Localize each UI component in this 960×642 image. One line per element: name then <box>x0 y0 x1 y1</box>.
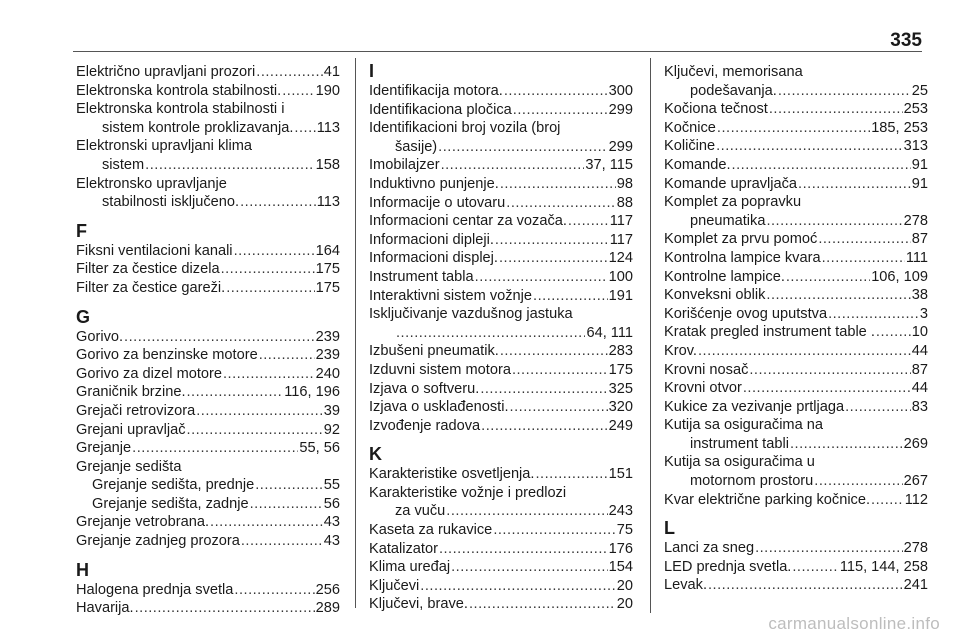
column-divider <box>355 58 356 608</box>
index-term: Grejanje sedišta, zadnje <box>92 495 249 512</box>
leader-dots <box>766 212 902 231</box>
index-entry <box>369 305 633 342</box>
index-term: Informacioni displej. <box>369 250 498 267</box>
page-reference: 154 <box>608 559 633 576</box>
index-term: Havarija. <box>76 600 134 617</box>
index-term: Kontrolne lampice. <box>664 268 785 285</box>
index-term: Komplet za popravku <box>664 194 802 211</box>
index-entry <box>664 379 928 398</box>
index-term: motornom prostoru <box>690 473 814 490</box>
leader-dots <box>441 156 585 175</box>
index-entry <box>76 137 340 174</box>
index-letter-heading: H <box>76 559 89 580</box>
index-term: Katalizator <box>369 540 438 557</box>
page-reference: 278 <box>903 540 928 557</box>
leader-dots <box>698 342 911 361</box>
leader-dots <box>396 324 585 343</box>
page-reference: 113 <box>316 194 340 211</box>
index-term: Krovni otvor <box>664 380 742 397</box>
page-reference: 41 <box>323 64 340 80</box>
index-term: Kočnice <box>664 119 716 136</box>
page-number: 335 <box>890 30 922 51</box>
index-term: Gorivo. <box>76 328 124 345</box>
page-reference: 175 <box>608 361 633 378</box>
index-term: Gorivo za benzinske motore <box>76 347 258 364</box>
index-entry <box>664 119 928 138</box>
index-term: instrument tabli <box>690 435 789 452</box>
leader-dots <box>439 540 608 559</box>
index-entry <box>369 101 633 120</box>
index-term: Isključivanje vazdušnog jastuka <box>369 306 573 323</box>
index-term: LED prednja svetla. <box>664 558 792 575</box>
leader-dots <box>778 82 911 101</box>
leader-dots <box>481 417 607 436</box>
index-entry <box>76 513 340 532</box>
page-reference: 190 <box>315 82 340 99</box>
page-reference: 313 <box>903 138 928 155</box>
leader-dots <box>513 101 608 120</box>
leader-dots <box>294 119 315 138</box>
leader-dots <box>469 595 616 614</box>
index-term: Grejanje sedišta <box>76 458 182 475</box>
leader-dots <box>438 138 607 157</box>
leader-dots <box>259 346 315 365</box>
leader-dots <box>480 380 607 399</box>
index-term: Krov. <box>664 342 697 359</box>
leader-dots <box>495 231 609 250</box>
index-entry <box>369 465 633 484</box>
column-divider <box>650 58 651 613</box>
page-reference: 106, 109 <box>871 268 928 285</box>
index-entry <box>76 383 340 402</box>
index-term: Kočiona tečnost <box>664 101 768 118</box>
index-letter-heading: G <box>76 306 91 327</box>
index-entry <box>76 242 340 261</box>
page-reference: 124 <box>608 250 633 267</box>
page-reference: 64, 111 <box>586 324 633 341</box>
index-entry <box>369 249 633 268</box>
leader-dots <box>500 342 608 361</box>
page-reference: 20 <box>616 577 633 594</box>
page-reference: 112 <box>904 491 928 508</box>
index-term: Kratak pregled instrument table . <box>664 324 875 341</box>
index-term: stabilnosti isključeno. <box>102 194 240 211</box>
page-reference: 87 <box>911 231 928 248</box>
index-entry <box>369 194 633 213</box>
page-reference: 39 <box>323 402 340 419</box>
index-entry <box>664 491 928 510</box>
leader-dots <box>132 439 298 458</box>
page-reference: 256 <box>315 581 340 598</box>
page-reference: 25 <box>911 82 928 99</box>
page-reference: 113 <box>316 119 340 136</box>
leader-dots <box>240 193 316 212</box>
index-entry <box>76 82 340 101</box>
index-entry <box>664 63 928 100</box>
watermark: carmanualsonline.info <box>768 614 940 633</box>
index-term: Elektronska kontrola stabilnosti. <box>76 82 282 99</box>
index-term: Električno upravljani prozori <box>76 64 256 80</box>
index-term: Graničnik brzine. <box>76 384 186 401</box>
index-entry <box>76 100 340 137</box>
leader-dots <box>871 491 904 510</box>
index-entry <box>369 212 633 231</box>
index-term: Grejani upravljač <box>76 421 186 438</box>
index-term: Instrument tabla <box>369 268 474 285</box>
leader-dots <box>743 379 911 398</box>
page-reference: 91 <box>911 156 928 173</box>
index-letter-heading: L <box>664 518 675 539</box>
leader-dots <box>499 249 608 268</box>
leader-dots <box>708 576 903 595</box>
leader-dots <box>766 286 910 305</box>
index-term: Izjava o softveru. <box>369 380 480 397</box>
leader-dots <box>493 521 615 540</box>
leader-dots <box>446 502 607 521</box>
index-entry <box>369 558 633 577</box>
index-term: Kukice za vezivanje prtljaga <box>664 398 845 415</box>
leader-dots <box>792 558 838 577</box>
page-reference: 278 <box>903 212 928 229</box>
index-entry <box>369 380 633 399</box>
leader-dots <box>535 465 607 484</box>
index-entry <box>76 279 340 298</box>
leader-dots <box>223 365 315 384</box>
index-entry <box>76 476 340 495</box>
leader-dots <box>145 156 314 175</box>
page-reference: 175 <box>315 261 340 278</box>
index-term: Interaktivni sistem vožnje <box>369 287 533 304</box>
index-entry <box>76 581 340 600</box>
leader-dots <box>786 268 870 287</box>
index-entry <box>664 361 928 380</box>
leader-dots <box>822 249 905 268</box>
page-reference: 300 <box>608 83 633 99</box>
index-entry <box>664 558 928 577</box>
index-entry <box>664 193 928 230</box>
index-term: Kvar električne parking kočnice. <box>664 491 871 508</box>
index-term: Fiksni ventilacioni kanali <box>76 242 233 259</box>
page-reference: 10 <box>911 324 928 341</box>
index-entry <box>369 540 633 559</box>
leader-dots <box>196 402 323 421</box>
index-term: Informacioni dipleji. <box>369 231 494 248</box>
index-entry <box>76 599 340 618</box>
page-reference: 151 <box>608 466 633 483</box>
index-entry <box>369 484 633 521</box>
leader-dots <box>717 119 870 138</box>
page-reference: 111 <box>905 249 928 266</box>
index-letter-heading: K <box>369 444 382 465</box>
leader-dots <box>282 82 314 101</box>
leader-dots <box>790 435 903 454</box>
page-reference: 267 <box>903 473 928 490</box>
page-reference: 98 <box>616 175 633 192</box>
page-reference: 325 <box>608 380 633 397</box>
index-term: sistem <box>102 156 145 173</box>
index-entry <box>664 416 928 453</box>
index-term: Identifikacioni broj vozila (broj <box>369 120 561 137</box>
leader-dots <box>475 268 608 287</box>
index-term: Kaseta za rukavice <box>369 522 493 539</box>
index-entry <box>369 82 633 101</box>
index-term: Grejanje zadnjeg prozora <box>76 533 240 550</box>
index-entry <box>369 231 633 250</box>
index-term: Ključevi, brave. <box>369 596 468 613</box>
page-reference: 299 <box>608 101 633 118</box>
index-term: Krovni nosač <box>664 361 749 378</box>
index-term: Lanci za sneg <box>664 540 755 557</box>
leader-dots <box>749 361 910 380</box>
header-rule <box>73 51 922 52</box>
index-entry <box>664 175 928 194</box>
index-term: Količine <box>664 138 716 155</box>
index-entry <box>369 398 633 417</box>
index-entry <box>664 398 928 417</box>
index-entry <box>369 361 633 380</box>
index-entry <box>664 453 928 490</box>
index-term: Halogena prednja svetla <box>76 581 234 598</box>
index-entry <box>664 323 928 342</box>
index-term: Grejanje vetrobrana. <box>76 514 210 531</box>
index-term: Induktivno punjenje. <box>369 175 499 192</box>
index-term: Identifikacija motora. <box>369 83 503 99</box>
index-term: Ključevi <box>369 577 420 594</box>
index-term: Identifikaciona pločica <box>369 101 512 118</box>
index-entry <box>76 458 340 477</box>
index-entry <box>369 119 633 156</box>
page-reference: 55, 56 <box>299 440 340 457</box>
index-entry <box>369 577 633 596</box>
page-reference: 44 <box>911 342 928 359</box>
index-column-1 <box>76 63 340 618</box>
index-term: Komplet za prvu pomoć <box>664 231 818 248</box>
index-entry <box>664 137 928 156</box>
page-reference: 299 <box>608 138 633 155</box>
leader-dots <box>845 398 911 417</box>
page-reference: 37, 115 <box>585 157 633 174</box>
page-reference: 56 <box>323 495 340 512</box>
index-entry <box>664 539 928 558</box>
page-reference: 289 <box>315 600 340 617</box>
index-entry <box>76 328 340 347</box>
index-term: Kutija sa osiguračima na <box>664 417 823 434</box>
page-reference: 100 <box>608 268 633 285</box>
page-reference: 3 <box>919 305 928 322</box>
index-entry <box>664 230 928 249</box>
index-term: Kutija sa osiguračima u <box>664 454 815 471</box>
index-entry <box>76 495 340 514</box>
leader-dots <box>798 175 911 194</box>
index-entry <box>369 287 633 306</box>
index-term: Klima uređaj <box>369 559 451 576</box>
page-reference: 115, 144, 258 <box>839 558 928 575</box>
index-column-2 <box>369 63 633 614</box>
index-term: Filter za čestice gareži. <box>76 279 226 296</box>
page-reference: 91 <box>911 175 928 192</box>
index-entry <box>664 156 928 175</box>
index-entry <box>664 286 928 305</box>
page-reference: 87 <box>911 361 928 378</box>
leader-dots <box>818 230 910 249</box>
page-reference: 38 <box>911 287 928 304</box>
page-reference: 253 <box>903 101 928 118</box>
page-reference: 176 <box>608 540 633 557</box>
index-term: Korišćenje ovog uputstva <box>664 305 828 322</box>
index-entry <box>664 268 928 287</box>
index-term: Izjava o usklađenosti. <box>369 399 509 416</box>
index-entry <box>664 576 928 595</box>
index-term: pneumatika <box>690 212 766 229</box>
index-term: Grejanje <box>76 440 132 457</box>
page-reference: 83 <box>911 398 928 415</box>
index-entry <box>76 175 340 212</box>
page-reference: 43 <box>323 533 340 550</box>
leader-dots <box>500 175 616 194</box>
leader-dots <box>221 260 315 279</box>
leader-dots <box>187 383 284 402</box>
page-reference: 116, 196 <box>284 384 340 401</box>
index-term: Izduvni sistem motora <box>369 361 511 378</box>
index-entry <box>369 156 633 175</box>
index-entry <box>369 342 633 361</box>
index-term: Levak. <box>664 577 707 594</box>
page-reference: 175 <box>315 279 340 296</box>
leader-dots <box>828 305 919 324</box>
index-term: Ključevi, memorisana <box>664 64 803 80</box>
index-term: šasije) <box>395 138 438 155</box>
index-term: Elektronsko upravljanje <box>76 175 227 192</box>
leader-dots <box>255 476 323 495</box>
index-term: Grejanje sedišta, prednje <box>92 477 255 494</box>
index-term: Komande upravljača <box>664 175 798 192</box>
page-reference: 164 <box>315 242 340 259</box>
index-term: Konveksni oblik <box>664 287 766 304</box>
page-reference: 283 <box>608 343 633 360</box>
index-term: Grejači retrovizora <box>76 402 196 419</box>
page-reference: 44 <box>911 380 928 397</box>
index-term: Izvođenje radova <box>369 417 481 434</box>
index-term: Gorivo za dizel motore <box>76 365 222 382</box>
page-reference: 249 <box>608 417 633 434</box>
index-term: Kontrolna lampice kvara <box>664 249 821 266</box>
index-term: Karakteristike osvetljenja. <box>369 466 535 483</box>
leader-dots <box>732 156 911 175</box>
leader-dots <box>510 398 608 417</box>
index-term: Imobilajzer <box>369 157 440 174</box>
index-entry <box>664 342 928 361</box>
index-entry <box>369 595 633 614</box>
index-term: Filter za čestice dizela <box>76 261 220 278</box>
index-entry <box>369 417 633 436</box>
index-term: Elektronski upravljani klima <box>76 138 253 155</box>
index-term: sistem kontrole proklizavanja. <box>102 119 294 136</box>
page-reference: 320 <box>608 399 633 416</box>
page-reference: 43 <box>323 514 340 531</box>
index-entry <box>76 346 340 365</box>
leader-dots <box>568 212 609 231</box>
index-term: Karakteristike vožnje i predlozi <box>369 484 567 501</box>
page-reference: 92 <box>323 421 340 438</box>
page-reference: 241 <box>903 577 928 594</box>
page-reference: 239 <box>315 347 340 364</box>
page-reference: 240 <box>315 365 340 382</box>
index-entry <box>664 249 928 268</box>
leader-dots <box>234 581 314 600</box>
index-term: Informacioni centar za vozača. <box>369 213 567 230</box>
leader-dots <box>124 328 315 347</box>
leader-dots <box>250 495 323 514</box>
index-entry <box>76 260 340 279</box>
index-entry <box>369 521 633 540</box>
leader-dots <box>451 558 608 577</box>
index-entry <box>76 402 340 421</box>
index-entry <box>369 268 633 287</box>
index-entry <box>76 421 340 440</box>
page-reference: 239 <box>315 328 340 345</box>
page-reference: 269 <box>903 435 928 452</box>
leader-dots <box>234 242 315 261</box>
index-term: Izbušeni pneumatik. <box>369 343 499 360</box>
index-entry <box>76 532 340 551</box>
leader-dots <box>210 513 323 532</box>
page-reference: 117 <box>609 213 633 230</box>
leader-dots <box>241 532 323 551</box>
index-entry <box>369 175 633 194</box>
index-column-3 <box>664 63 928 595</box>
page-reference: 191 <box>608 287 633 304</box>
leader-dots <box>504 82 608 101</box>
index-term: Komande. <box>664 156 731 173</box>
index-term: za vuču <box>395 503 446 520</box>
leader-dots <box>226 279 314 298</box>
index-entry <box>76 439 340 458</box>
leader-dots <box>187 421 323 440</box>
page-reference: 75 <box>616 522 633 539</box>
index-entry <box>76 63 340 82</box>
index-term: podešavanja. <box>690 82 777 99</box>
index-term: Informacije o utovaru <box>369 194 506 211</box>
page-reference: 117 <box>609 231 633 248</box>
page-reference: 158 <box>315 156 340 173</box>
page-reference: 185, 253 <box>871 119 928 136</box>
index-entry <box>664 305 928 324</box>
leader-dots <box>716 137 903 156</box>
leader-dots <box>755 539 903 558</box>
leader-dots <box>814 472 902 491</box>
page-reference: 88 <box>616 194 633 211</box>
page-reference: 55 <box>323 477 340 494</box>
leader-dots <box>876 323 911 342</box>
leader-dots <box>533 287 608 306</box>
leader-dots <box>420 577 615 596</box>
index-entry <box>664 100 928 119</box>
leader-dots <box>506 194 615 213</box>
leader-dots <box>256 63 323 82</box>
leader-dots <box>769 100 903 119</box>
index-letter-heading: I <box>369 61 375 81</box>
index-term: Elektronska kontrola stabilnosti i <box>76 101 285 118</box>
leader-dots <box>135 599 315 618</box>
leader-dots <box>512 361 608 380</box>
page-reference: 20 <box>616 596 633 613</box>
index-entry <box>76 365 340 384</box>
page-reference: 243 <box>608 503 633 520</box>
index-letter-heading: F <box>76 220 87 241</box>
